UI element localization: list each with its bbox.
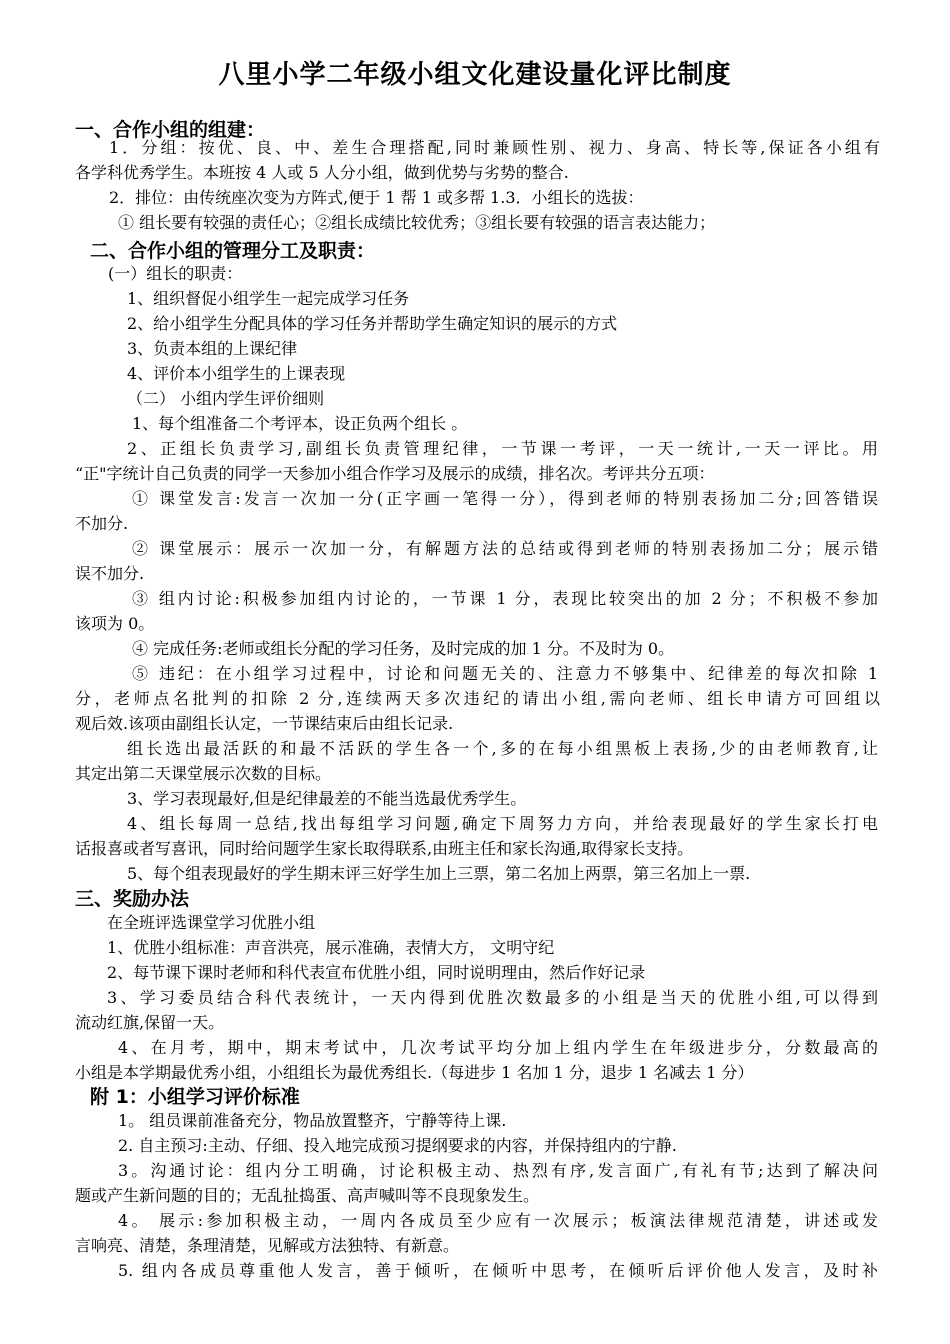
text-line: 1。 组员课前准备充分，物品放置整齐，宁静等待上课. — [118, 1111, 507, 1130]
text-line: ① 组长要有较强的责任心；②组长成绩比较优秀；③组长要有较强的语言表达能力； — [118, 213, 716, 232]
text-line: 误不加分. — [75, 564, 145, 583]
document-title: 八里小学二年级小组文化建设量化评比制度 — [218, 60, 732, 90]
text-line: (一）组长的职责： — [108, 264, 243, 283]
text-line: 言响亮、清楚，条理清楚，见解或方法独特、有新意。 — [75, 1236, 460, 1255]
text-line: 分，老师点名批判的扣除 2 分,连续两天多次违纪的请出小组,需向老师、组长申请方可回组以 — [75, 689, 880, 708]
text-line: 4。 展示:参加积极主动，一周内各成员至少应有一次展示；板演法律规范清楚，讲述或发 — [118, 1211, 878, 1230]
text-line: 组长选出最活跃的和最不活跃的学生各一个,多的在每小组黑板上表扬,少的由老师教育,让 — [127, 739, 878, 758]
text-line: 3、学习委员结合科代表统计，一天内得到优胜次数最多的小组是当天的优胜小组,可以得到 — [107, 988, 878, 1007]
text-line: 3。沟通讨论：组内分工明确，讨论积极主动、热烈有序,发言面广,有礼有节;达到了解决问 — [118, 1161, 878, 1180]
section-heading: 三、奖励办法 — [75, 888, 190, 910]
text-line: ⑤ 违纪：在小组学习过程中，讨论和问题无关的、注意力不够集中、纪律差的每次扣除 1 — [132, 664, 878, 683]
text-line: 2．排位：由传统座次变为方阵式,便于 1 帮 1 或多帮 1.3．小组长的选拔： — [109, 188, 644, 207]
text-line: 3、负责本组的上课纪律 — [127, 339, 298, 358]
text-line: 该项为 0。 — [75, 614, 155, 633]
text-line: 4、在月考，期中，期末考试中，几次考试平均分加上组内学生在年级进步分，分数最高的 — [118, 1038, 878, 1057]
text-line: 1、每个组准备二个考评本，设正负两个组长 。 — [132, 414, 468, 433]
text-line: 2、正组长负责学习,副组长负责管理纪律，一节课一考评，一天一统计,一天一评比。用 — [127, 439, 878, 458]
text-line: 题或产生新问题的目的；无乱扯捣蛋、高声喊叫等不良现象发生。 — [75, 1186, 540, 1205]
text-line: 1．分组：按优、良、中、差生合理搭配,同时兼顾性别、视力、身高、特长等,保证各小组有 — [109, 138, 880, 157]
text-line: （二） 小组内学生评价细则 — [127, 389, 325, 408]
text-line: ② 课堂展示：展示一次加一分，有解题方法的总结或得到老师的特别表扬加二分；展示错 — [132, 539, 878, 558]
text-line: 在全班评选课堂学习优胜小组 — [107, 913, 316, 932]
text-line: 2. 自主预习:主动、仔细、投入地完成预习提纲要求的内容，并保持组内的宁静. — [118, 1136, 677, 1155]
text-line: 小组是本学期最优秀小组，小组组长为最优秀组长.（每进步 1 名加 1 分，退步 1 名减去 1 分） — [75, 1063, 754, 1082]
text-line: 话报喜或者写喜讯，同时给问题学生家长取得联系,由班主任和家长沟通,取得家长支持。 — [75, 839, 694, 858]
text-line: ① 课堂发言:发言一次加一分(正字画一笔得一分），得到老师的特别表扬加二分;回答错误 — [132, 489, 878, 508]
text-line: 1、优胜小组标准：声音洪亮，展示准确，表情大方， 文明守纪 — [107, 938, 555, 957]
text-line: 4、组长每周一总结,找出每组学习问题,确定下周努力方向，并给表现最好的学生家长打电 — [127, 814, 878, 833]
text-line: 5、每个组表现最好的学生期末评三好学生加上三票，第二名加上两票，第三名加上一票. — [127, 864, 751, 883]
text-line: 不加分. — [75, 514, 129, 533]
section-heading: 二、合作小组的管理分工及职责： — [90, 240, 376, 262]
text-line: 其定出第二天课堂展示次数的目标。 — [75, 764, 332, 783]
text-line: 各学科优秀学生。本班按 4 人或 5 人分小组，做到优势与劣势的整合. — [75, 163, 569, 182]
text-line: “正"字统计自己负责的同学一天参加小组合作学习及展示的成绩，排名次。考评共分五项： — [75, 464, 715, 483]
text-line: ④ 完成任务:老师或组长分配的学习任务，及时完成的加 1 分。不及时为 0。 — [132, 639, 675, 658]
text-line: 2、每节课下课时老师和科代表宣布优胜小组，同时说明理由，然后作好记录 — [107, 963, 646, 982]
text-line: ③ 组内讨论:积极参加组内讨论的，一节课 1 分，表现比较突出的加 2 分；不积极不参加 — [132, 589, 878, 608]
text-line: 5. 组内各成员尊重他人发言，善于倾听，在倾听中思考，在倾听后评价他人发言，及时补 — [118, 1261, 878, 1280]
text-line: 流动红旗,保留一天。 — [75, 1013, 225, 1032]
text-line: 观后效.该项由副组长认定，一节课结束后由组长记录. — [75, 714, 454, 733]
section-heading: 附 1：小组学习评价标准 — [90, 1086, 300, 1108]
text-line: 4、评价本小组学生的上课表现 — [127, 364, 346, 383]
text-line: 2、给小组学生分配具体的学习任务并帮助学生确定知识的展示的方式 — [127, 314, 618, 333]
text-line: 3、学习表现最好,但是纪律最差的不能当选最优秀学生。 — [127, 789, 527, 808]
text-line: 1、组织督促小组学生一起完成学习任务 — [127, 289, 410, 308]
section-heading: 一、合作小组的组建： — [75, 119, 266, 141]
